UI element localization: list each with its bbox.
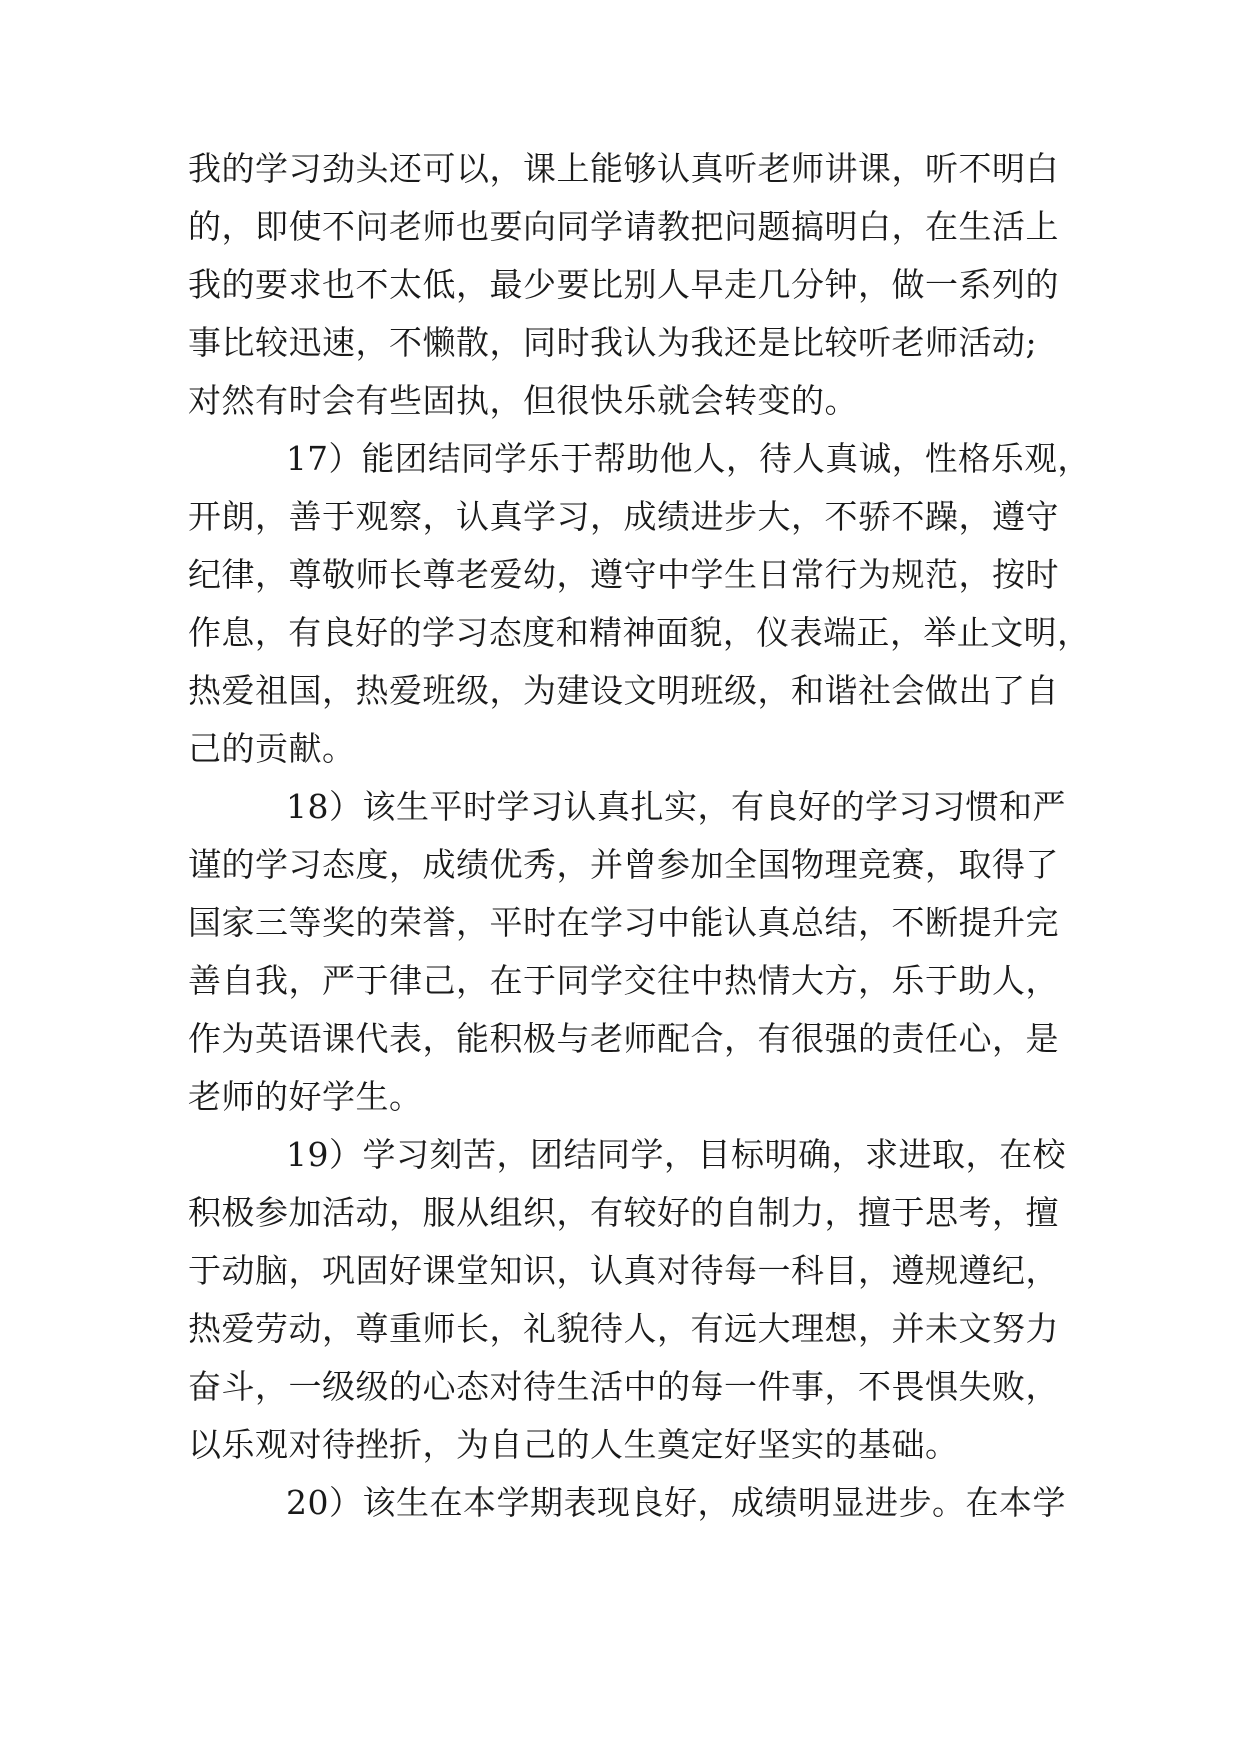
paragraph-18-start: 18）该生平时学习认真扎实，有良好的学习习惯和严 (286, 787, 1066, 826)
text-line: 热爱劳动，尊重师长，礼貌待人，有远大理想，并未文努力 (188, 1309, 1059, 1348)
text-line: 的，即使不问老师也要向同学请教把问题搞明白，在生活上 (188, 207, 1059, 246)
text-line: 以乐观对待挫折，为自己的人生奠定好坚实的基础。 (188, 1425, 959, 1464)
text-line: 作为英语课代表，能积极与老师配合，有很强的责任心，是 (188, 1019, 1059, 1058)
text-line: 己的贡献。 (188, 729, 356, 768)
text-line: 善自我，严于律己，在于同学交往中热情大方，乐于助人， (188, 961, 1059, 1000)
text-line: 开朗，善于观察，认真学习，成绩进步大，不骄不躁，遵守 (188, 497, 1059, 536)
text-line: 事比较迅速，不懒散，同时我认为我还是比较听老师活动; (188, 323, 1038, 362)
text-line: 作息，有良好的学习态度和精神面貌，仪表端正，举止文明， (188, 613, 1091, 652)
text-line: 我的学习劲头还可以，课上能够认真听老师讲课，听不明白 (188, 149, 1059, 188)
text-line: 国家三等奖的荣誉，平时在学习中能认真总结，不断提升完 (188, 903, 1059, 942)
paragraph-17-start: 17）能团结同学乐于帮助他人，待人真诚，性格乐观， (286, 439, 1091, 478)
text-line: 积极参加活动，服从组织，有较好的自制力，擅于思考，擅 (188, 1193, 1059, 1232)
text-line: 我的要求也不太低，最少要比别人早走几分钟，做一系列的 (188, 265, 1059, 304)
text-line: 对然有时会有些固执，但很快乐就会转变的。 (188, 381, 858, 420)
text-line: 奋斗，一级级的心态对待生活中的每一件事，不畏惧失败， (188, 1367, 1059, 1406)
text-line: 热爱祖国，热爱班级，为建设文明班级，和谐社会做出了自 (188, 671, 1059, 710)
text-line: 于动脑，巩固好课堂知识，认真对待每一科目，遵规遵纪， (188, 1251, 1059, 1290)
paragraph-19-start: 19）学习刻苦，团结同学，目标明确，求进取，在校 (286, 1135, 1066, 1174)
text-line: 老师的好学生。 (188, 1077, 423, 1116)
paragraph-20-start: 20）该生在本学期表现良好，成绩明显进步。在本学 (286, 1483, 1066, 1522)
text-line: 谨的学习态度，成绩优秀，并曾参加全国物理竞赛，取得了 (188, 845, 1059, 884)
text-line: 纪律，尊敬师长尊老爱幼，遵守中学生日常行为规范，按时 (188, 555, 1059, 594)
